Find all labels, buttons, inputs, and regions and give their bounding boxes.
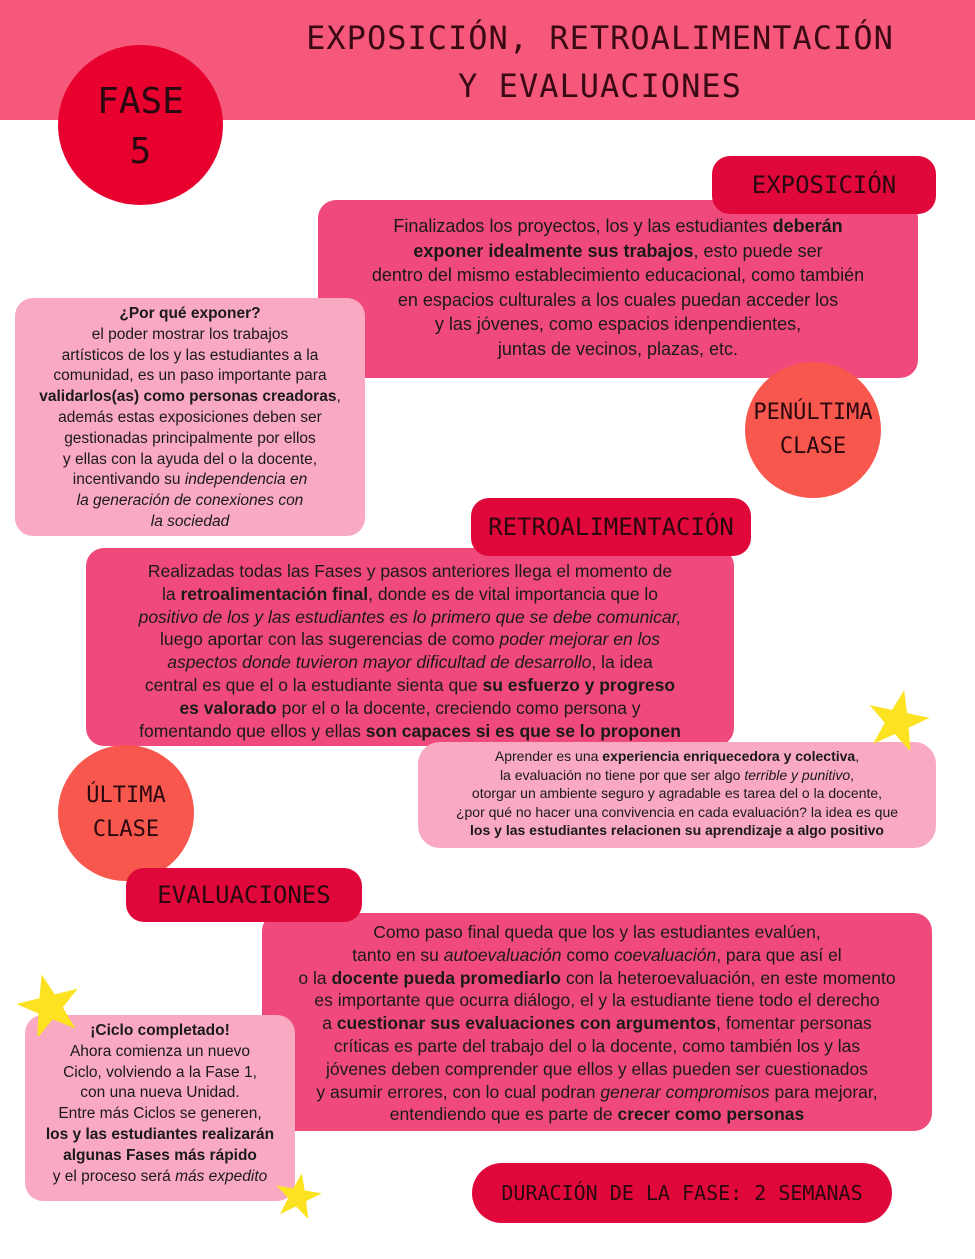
text-line bbox=[23, 304, 357, 325]
feedback-tag: RETROALIMENTACIÓN bbox=[471, 498, 751, 556]
text-segment: aspectos donde tuvieron mayor dificultad de desarrollo bbox=[167, 652, 592, 673]
text-segment: , fomentar personas bbox=[716, 1013, 872, 1034]
evaluations-box bbox=[262, 913, 932, 1131]
text-segment: a bbox=[322, 1013, 337, 1034]
text-line bbox=[96, 651, 724, 674]
text-line bbox=[23, 450, 357, 471]
text-segment: poder mejorar en los bbox=[499, 629, 660, 650]
text-segment: la bbox=[161, 583, 181, 604]
text-line bbox=[23, 366, 357, 387]
text-line bbox=[31, 1042, 289, 1063]
text-line bbox=[23, 387, 357, 408]
text-segment: y las jóvenes, como espacios idenpendientes, bbox=[434, 314, 802, 334]
star-icon bbox=[16, 972, 82, 1036]
penultimate-class-line-2: CLASE bbox=[779, 434, 847, 459]
text-segment: generar compromisos bbox=[600, 1081, 770, 1102]
text-segment: deberán bbox=[772, 216, 843, 236]
text-segment: coevaluación bbox=[614, 944, 717, 965]
text-segment: comunidad, es un paso importante para bbox=[53, 367, 327, 385]
text-segment: , bbox=[855, 748, 860, 764]
text-segment: , bbox=[336, 388, 341, 406]
text-line bbox=[332, 263, 904, 288]
text-segment: tanto en su bbox=[352, 944, 444, 965]
last-class-badge bbox=[58, 745, 194, 881]
text-segment: son capaces si es que se lo proponen bbox=[365, 720, 681, 741]
text-segment: terrible y punitivo bbox=[744, 766, 851, 783]
text-line bbox=[424, 747, 930, 766]
text-line bbox=[332, 337, 904, 362]
text-segment: luego aportar con las sugerencias de como bbox=[159, 629, 500, 650]
text-segment: la sociedad bbox=[150, 512, 230, 530]
text-segment: validarlos(as) como personas creadoras bbox=[39, 388, 337, 406]
penultimate-class-badge bbox=[745, 362, 881, 498]
text-line bbox=[270, 1058, 924, 1081]
text-line bbox=[96, 674, 724, 697]
text-line bbox=[270, 1035, 924, 1058]
text-segment: la generación de conexiones con bbox=[76, 492, 304, 510]
text-line bbox=[270, 1081, 924, 1104]
text-line bbox=[424, 766, 930, 785]
text-line bbox=[96, 720, 724, 743]
text-segment: es valorado bbox=[179, 697, 277, 718]
evaluations-tag: EVALUACIONES bbox=[126, 868, 362, 922]
text-segment: y el proceso será bbox=[52, 1167, 176, 1185]
text-line bbox=[31, 1167, 289, 1188]
text-segment: con la heteroevaluación, en este momento bbox=[560, 967, 896, 988]
text-line bbox=[96, 560, 724, 583]
text-segment: Entre más Ciclos se generen, bbox=[58, 1105, 262, 1123]
text-segment: incentivando su bbox=[72, 471, 185, 489]
text-segment: o la bbox=[298, 967, 332, 988]
text-line bbox=[23, 470, 357, 491]
star-icon bbox=[274, 1172, 322, 1218]
text-segment: con una nueva Unidad. bbox=[80, 1084, 240, 1102]
text-segment: su esfuerzo y progreso bbox=[482, 674, 676, 695]
text-line bbox=[332, 312, 904, 337]
title-line-2: Y EVALUACIONES bbox=[458, 67, 742, 105]
text-segment: ¿por qué no hacer una convivencia en cada evaluación? la idea es que bbox=[455, 803, 899, 820]
text-segment: cuestionar sus evaluaciones con argumentos bbox=[336, 1013, 717, 1034]
text-segment: como bbox=[561, 944, 615, 965]
text-segment: , la idea bbox=[591, 652, 653, 673]
text-segment: Finalizados los proyectos, los y las estudiantes bbox=[393, 216, 773, 236]
text-segment: docente pueda promediarlo bbox=[331, 967, 561, 988]
text-segment: y asumir errores, con lo cual podran bbox=[316, 1081, 601, 1102]
text-segment: independencia en bbox=[184, 471, 308, 489]
text-segment: por el o la docente, creciendo como persona y bbox=[276, 697, 641, 718]
text-segment: para mejorar, bbox=[769, 1081, 878, 1102]
text-segment: Realizadas todas las Fases y pasos anteriores llega el momento de bbox=[147, 561, 673, 581]
text-line bbox=[31, 1146, 289, 1167]
text-segment: otorgar un ambiente seguro y agradable es tarea del o la docente, bbox=[471, 785, 883, 802]
text-segment: además estas exposiciones deben ser bbox=[58, 408, 322, 426]
text-segment: los y las estudiantes relacionen su aprendizaje a algo positivo bbox=[470, 822, 884, 839]
text-segment: autoevaluación bbox=[443, 944, 562, 965]
text-segment: el poder mostrar los trabajos bbox=[91, 325, 289, 343]
text-line bbox=[31, 1104, 289, 1125]
text-segment: gestionadas principalmente por ellos bbox=[64, 429, 316, 447]
text-line bbox=[424, 821, 930, 840]
text-segment: central es que el o la estudiante sienta que bbox=[144, 674, 483, 695]
phase-badge-label: FASE bbox=[97, 81, 184, 122]
text-line bbox=[96, 628, 724, 651]
text-segment: artísticos de los y las estudiantes a la bbox=[61, 346, 319, 364]
text-line bbox=[23, 429, 357, 450]
feedback-box bbox=[86, 548, 734, 746]
text-segment: entendiendo que es parte de bbox=[389, 1104, 618, 1125]
text-segment: Aprender es una bbox=[494, 748, 603, 764]
text-line bbox=[332, 288, 904, 313]
text-segment: exponer idealmente sus trabajos bbox=[413, 240, 694, 261]
text-segment: y ellas con la ayuda del o la docente, bbox=[62, 450, 318, 468]
text-line bbox=[31, 1083, 289, 1104]
text-line bbox=[96, 583, 724, 606]
phase-duration-tag: DURACIÓN DE LA FASE: 2 SEMANAS bbox=[472, 1163, 892, 1223]
text-segment: algunas Fases más rápido bbox=[63, 1146, 257, 1164]
text-line bbox=[23, 325, 357, 346]
text-segment: los y las estudiantes realizarán bbox=[45, 1125, 275, 1143]
text-segment: , para que así el bbox=[716, 944, 842, 965]
cycle-complete-box bbox=[25, 1015, 295, 1201]
text-segment: , donde es de vital importancia que lo bbox=[368, 583, 659, 604]
text-segment: juntas de vecinos, plazas, etc. bbox=[497, 338, 739, 359]
text-line bbox=[31, 1063, 289, 1084]
text-line bbox=[23, 512, 357, 533]
text-segment: jóvenes deben comprender que ellos y ellas pueden ser cuestionados bbox=[326, 1058, 868, 1079]
text-line bbox=[270, 1012, 924, 1035]
text-segment: en espacios culturales a los cuales puedan acceder los bbox=[397, 289, 839, 310]
star-icon bbox=[866, 688, 930, 750]
phase-badge-number: 5 bbox=[129, 131, 152, 172]
text-line bbox=[332, 214, 904, 239]
title-line-1: EXPOSICIÓN, RETROALIMENTACIÓN bbox=[306, 19, 894, 57]
text-segment: , bbox=[850, 766, 855, 783]
text-segment: positivo de los y las estudiantes es lo primero que se debe comunicar, bbox=[138, 606, 682, 627]
text-line bbox=[270, 921, 924, 944]
text-segment: más expedito bbox=[175, 1167, 268, 1185]
text-line bbox=[270, 967, 924, 990]
text-segment: crecer como personas bbox=[617, 1104, 805, 1125]
text-segment: Ahora comienza un nuevo bbox=[69, 1042, 251, 1060]
text-segment: Ciclo, volviendo a la Fase 1, bbox=[63, 1063, 257, 1081]
text-line bbox=[23, 491, 357, 512]
text-segment: es importante que ocurra diálogo, el y la estudiante tiene todo el derecho bbox=[314, 990, 880, 1011]
text-line bbox=[332, 239, 904, 264]
text-segment: críticas es parte del trabajo del o la docente, como también los y las bbox=[333, 1035, 861, 1056]
learning-note-box bbox=[418, 742, 936, 848]
text-line bbox=[270, 944, 924, 967]
text-segment: Como paso final queda que los y las estudiantes evalúen, bbox=[373, 922, 821, 942]
text-line bbox=[270, 989, 924, 1012]
exposicion-tag: EXPOSICIÓN bbox=[712, 156, 936, 214]
text-segment: , esto puede ser bbox=[693, 240, 823, 261]
text-line bbox=[23, 346, 357, 367]
text-segment: retroalimentación final bbox=[180, 583, 369, 604]
text-segment: ¡Ciclo completado! bbox=[90, 1022, 230, 1039]
text-segment: experiencia enriquecedora y colectiva bbox=[602, 748, 856, 764]
text-line bbox=[23, 408, 357, 429]
text-line bbox=[96, 606, 724, 629]
text-segment: ¿Por qué exponer? bbox=[119, 305, 261, 322]
why-exhibit-box bbox=[15, 298, 365, 536]
page-title bbox=[290, 14, 910, 110]
text-segment: fomentando que ellos y ellas bbox=[139, 720, 366, 741]
text-line bbox=[31, 1125, 289, 1146]
text-line bbox=[424, 784, 930, 803]
text-line bbox=[424, 803, 930, 822]
last-class-line-1: ÚLTIMA bbox=[86, 783, 166, 808]
text-line bbox=[96, 697, 724, 720]
text-segment: la evaluación no tiene por que ser algo bbox=[499, 766, 745, 783]
text-segment: dentro del mismo establecimiento educacional, como también bbox=[371, 265, 865, 285]
penultimate-class-line-1: PENÚLTIMA bbox=[753, 400, 873, 425]
text-line bbox=[270, 1103, 924, 1126]
phase-badge bbox=[58, 45, 223, 205]
last-class-line-2: CLASE bbox=[92, 817, 160, 842]
exposicion-box bbox=[318, 200, 918, 378]
